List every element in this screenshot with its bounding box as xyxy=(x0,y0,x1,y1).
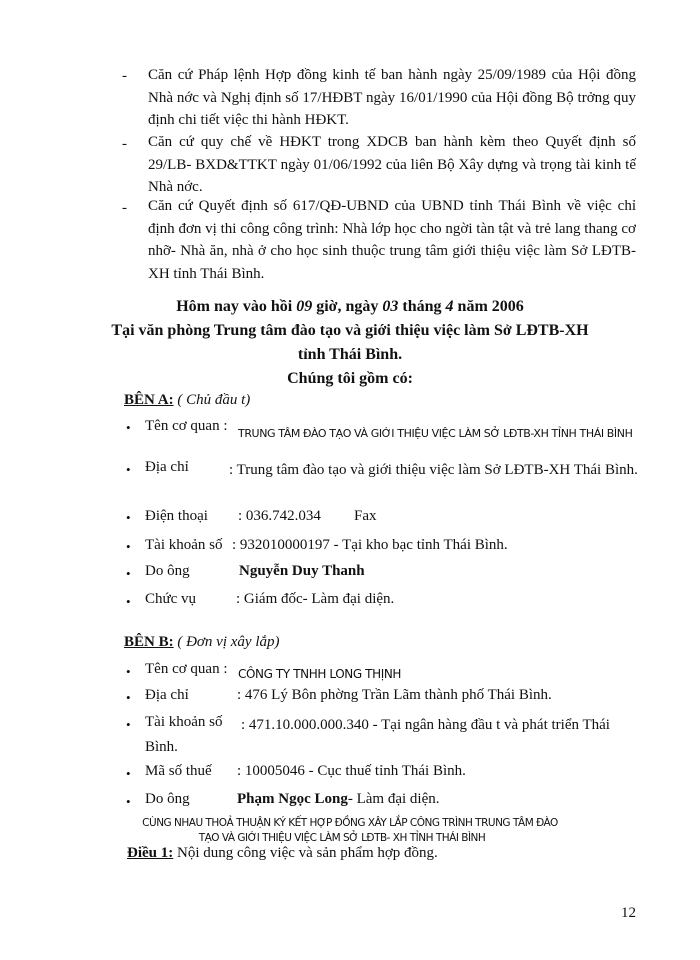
party-a-heading: BÊN A: ( Chủ đầu t) xyxy=(124,392,251,408)
party-b-tax-label: Mã số thuế xyxy=(145,763,212,779)
party-a-address-value: : Trung tâm đào tạo và giới thiệu việc làm Sở LĐTB-XH Thái Bình. xyxy=(229,462,638,478)
party-a-representative-label: Do ông xyxy=(145,563,190,579)
bullet-icon: • xyxy=(126,664,131,679)
party-a-position-value: : Giám đốc- Làm đại diện. xyxy=(236,591,395,607)
dash-marker: - xyxy=(122,136,127,152)
party-b-address-value: : 476 Lý Bôn phờng Trần Lãm thành phố Thái Bình. xyxy=(237,687,552,703)
party-a-account-label: Tài khoản số xyxy=(145,537,223,553)
dash-marker: - xyxy=(122,200,127,216)
party-a-phone-label: Điện thoại xyxy=(145,508,208,524)
party-b-org-label: Tên cơ quan : xyxy=(145,661,228,677)
bullet-icon: • xyxy=(126,766,131,781)
party-b-org-value: CÔNG TY TNHH LONG THỊNH xyxy=(238,667,402,681)
parties-intro: Chúng tôi gồm có: xyxy=(287,370,413,387)
party-a-fax-label: Fax xyxy=(354,508,377,524)
page-number: 12 xyxy=(621,905,636,921)
meeting-time-line: Hôm nay vào hồi 09 giờ, ngày 03 tháng 4 năm 2006 xyxy=(176,298,524,315)
meeting-place-line: Tại văn phòng Trung tâm đào tạo và giới thiệu việc làm Sở LĐTB-XH xyxy=(111,322,589,339)
basis-paragraph-3: Căn cứ Quyết định số 617/QĐ-UBND của UBND tỉnh Thái Bình về việc chỉ định đơn vị thi công công trình: Nhà lớp học cho ngời tàn tật và trẻ lang thang cơ nhỡ- Nhà ăn, nhà ở cho học sinh thuộc trung tâm giới thiệu việc làm Sở LĐTB- XH tỉnh Thái Bình. xyxy=(148,198,636,282)
party-a-org-value: TRUNG TÂM ĐÀO TẠO VÀ GIỚI THIỆU VIỆC LÀM SỞ LĐTB-XH TỈNH THÁI BÌNH xyxy=(238,427,633,440)
bullet-icon: • xyxy=(126,566,131,581)
basis-paragraph-2: Căn cứ quy chế về HĐKT trong XDCB ban hành kèm theo Quyết định số 29/LB- BXD&TTKT ngày 01/06/1992 của liên Bộ Xây dựng và trọng tài kinh tế Nhà nớc. xyxy=(148,134,636,195)
party-a-representative-name: Nguyễn Duy Thanh xyxy=(239,563,365,579)
bullet-icon: • xyxy=(126,462,131,477)
meeting-place-line-2: tỉnh Thái Bình. xyxy=(297,346,403,363)
bullet-icon: • xyxy=(126,594,131,609)
bullet-icon: • xyxy=(126,717,131,732)
bullet-icon: • xyxy=(126,690,131,705)
bullet-icon: • xyxy=(126,539,131,554)
party-a-account-value: : 932010000197 - Tại kho bạc tỉnh Thái Bình. xyxy=(232,537,508,553)
party-b-account-value: : 471.10.000.000.340 - Tại ngân hàng đầu t và phát triển Thái Bình. xyxy=(145,717,610,755)
bullet-icon: • xyxy=(126,420,131,435)
party-a-phone-value: : 036.742.034 xyxy=(238,508,321,524)
bullet-icon: • xyxy=(126,510,131,525)
basis-paragraph-1: Căn cứ Pháp lệnh Hợp đồng kinh tế ban hành ngày 25/09/1989 của Hội đồng Nhà nớc và Nghị định số 17/HĐBT ngày 16/01/1990 của Hội đồng Bộ trởng quy định chi tiết việc thi hành HĐKT. xyxy=(148,67,636,128)
bullet-icon: • xyxy=(126,794,131,809)
article-1: Điều 1: Nội dung công việc và sản phẩm hợp đồng. xyxy=(127,845,438,861)
party-b-representative-label: Do ông xyxy=(145,791,190,807)
dash-marker: - xyxy=(122,68,127,84)
party-a-position-label: Chức vụ xyxy=(145,591,197,607)
party-b-account-label: Tài khoản số xyxy=(145,714,223,730)
agreement-line-1: CÙNG NHAU THOẢ THUẬN KÝ KẾT HỢP ĐỒNG XÂY LẮP CÔNG TRÌNH TRUNG TÂM ĐÀO xyxy=(142,817,558,829)
party-b-tax-value: : 10005046 - Cục thuế tỉnh Thái Bình. xyxy=(237,763,466,779)
party-b-heading: BÊN B: ( Đơn vị xây lắp) xyxy=(124,634,280,650)
party-a-address-label: Địa chỉ xyxy=(145,459,189,475)
party-b-address-label: Địa chỉ xyxy=(145,687,189,703)
agreement-line-2: TẠO VÀ GIỚI THIỆU VIỆC LÀM SỞ LĐTB- XH TỈNH THÁI BÌNH xyxy=(198,832,486,844)
party-a-org-label: Tên cơ quan : xyxy=(145,418,228,434)
party-b-representative: Phạm Ngọc Long- Làm đại diện. xyxy=(237,791,440,807)
